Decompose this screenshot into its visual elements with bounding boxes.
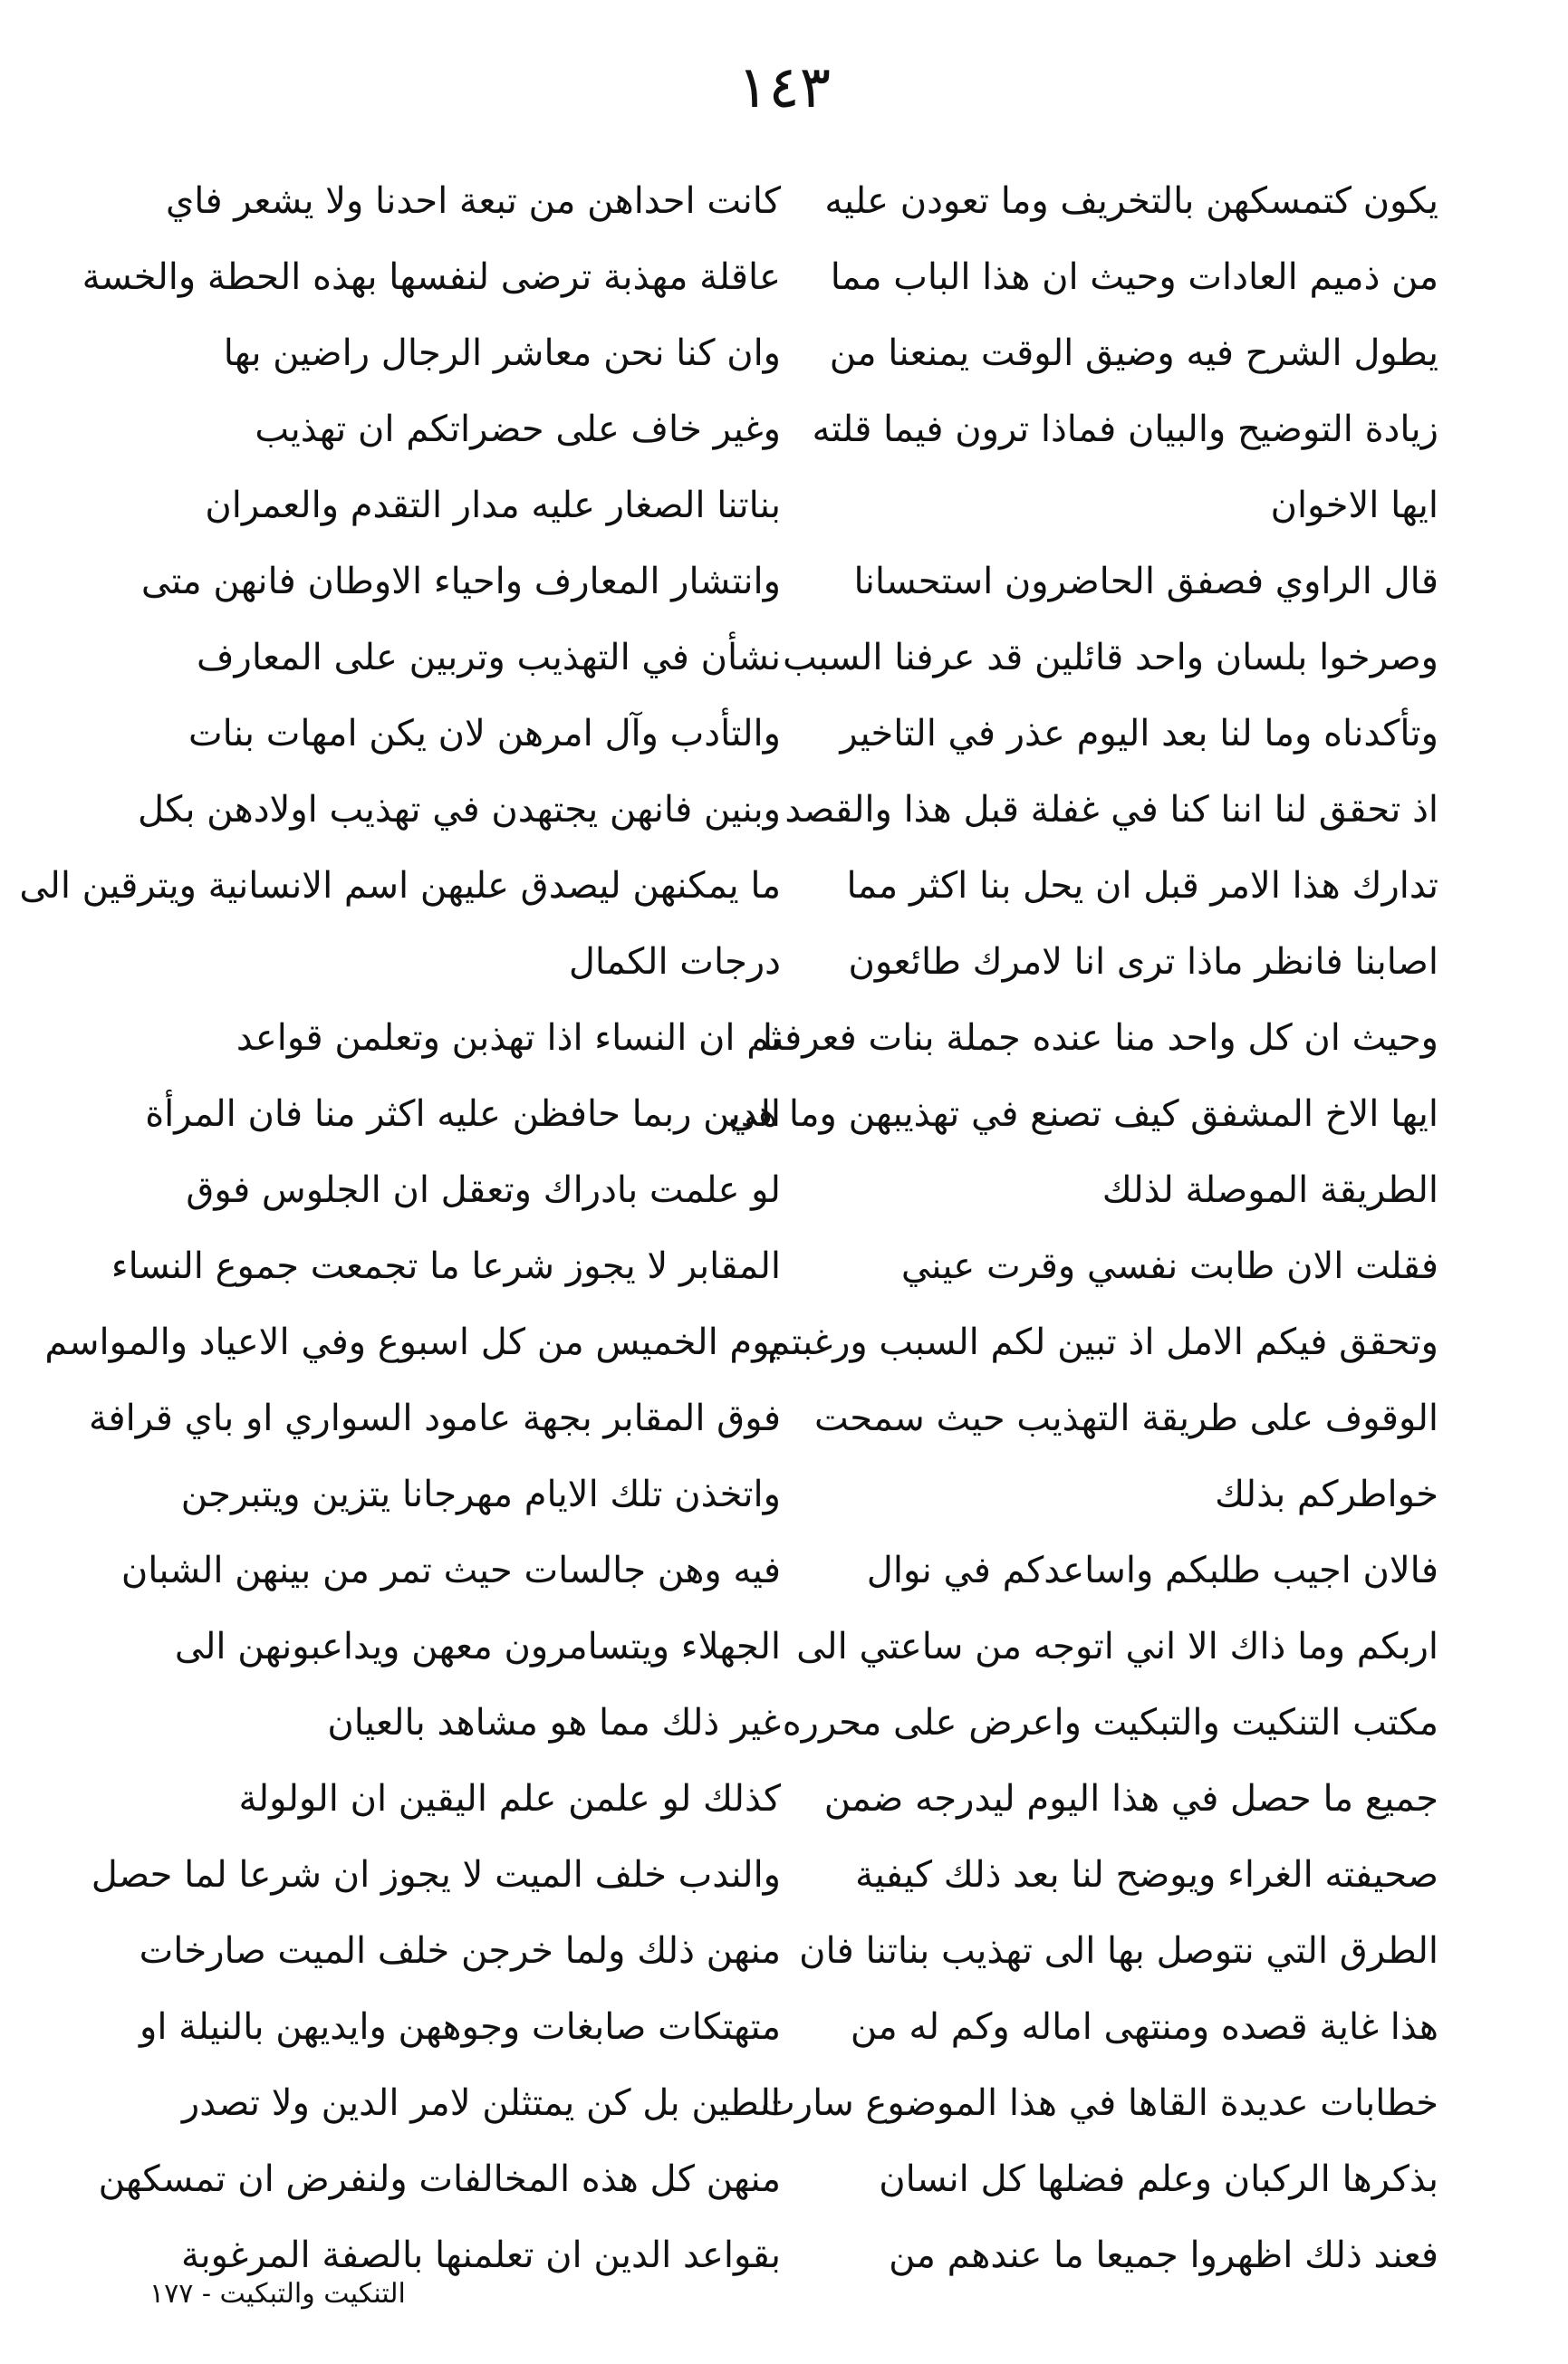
text-line: والندب خلف الميت لا يجوز ان شرعا لما حصل [91, 1854, 781, 1896]
text-line: فقلت الان طابت نفسي وقرت عيني [900, 1245, 1438, 1287]
text-line: ايها الاخوان [1270, 485, 1438, 526]
text-line: بقواعد الدين ان تعلمنها بالصفة المرغوبة [181, 2234, 781, 2276]
text-line: وان كنا نحن معاشر الرجال راضين بها [223, 332, 781, 374]
text-line: وبنين فانهن يجتهدن في تهذيب اولادهن بكل [137, 789, 781, 831]
text-line: ايها الاخ المشفق كيف تصنع في تهذيبهن وما هي [727, 1093, 1438, 1135]
text-line: فالان اجيب طلبكم واساعدكم في نوال [866, 1550, 1438, 1591]
text-line: ما يمكنهن ليصدق عليهن اسم الانسانية ويترقين الى [19, 865, 781, 907]
text-line: منهن ذلك ولما خرجن خلف الميت صارخات [139, 1930, 781, 1972]
text-line: خطابات عديدة القاها في هذا الموضوع سارت [761, 2082, 1438, 2124]
text-line: واتخذن تلك الايام مهرجانا يتزين ويتبرجن [180, 1474, 781, 1515]
text-line: يوم الخميس من كل اسبوع وفي الاعياد والمواسم [44, 1321, 781, 1363]
text-line: الطريقة الموصلة لذلك [1101, 1169, 1438, 1211]
text-line: تدارك هذا الامر قبل ان يحل بنا اكثر مما [846, 865, 1438, 907]
text-line: وغير خاف على حضراتكم ان تهذيب [255, 408, 781, 450]
text-line: قال الراوي فصفق الحاضرون استحسانا [853, 561, 1438, 602]
text-line: من ذميم العادات وحيث ان هذا الباب مما [830, 256, 1438, 298]
text-line: فعند ذلك اظهروا جميعا ما عندهم من [889, 2234, 1438, 2276]
page-number: ١٤٣ [736, 54, 832, 121]
text-line: الجهلاء ويتسامرون معهن ويداعبونهن الى [174, 1626, 781, 1667]
text-line: مكتب التنكيت والتبكيت واعرض على محرره [782, 1702, 1438, 1744]
text-line: درجات الكمال [568, 941, 781, 983]
text-line: عاقلة مهذبة ترضى لنفسها بهذه الحطة والخسة [82, 256, 781, 298]
text-line: فوق المقابر بجهة عامود السواري او باي قرافة [89, 1398, 781, 1439]
text-line: يطول الشرح فيه وضيق الوقت يمنعنا من [829, 332, 1438, 374]
text-line: صحيفته الغراء ويوضح لنا بعد ذلك كيفية [855, 1854, 1438, 1896]
text-line: وتأكدناه وما لنا بعد اليوم عذر في التاخير [840, 713, 1438, 754]
text-line: كانت احداهن من تبعة احدنا ولا يشعر فاي [165, 180, 781, 222]
text-line: فيه وهن جالسات حيث تمر من بينهن الشبان [120, 1550, 781, 1591]
text-columns [19, 163, 1449, 2276]
text-line: متهتكات صابغات وجوههن وايديهن بالنيلة او [139, 2006, 781, 2048]
text-line: منهن كل هذه المخالفات ولنفرض ان تمسكهن [98, 2158, 781, 2200]
text-line: المقابر لا يجوز شرعا ما تجمعت جموع النساء [111, 1245, 781, 1287]
page-footer: التنكيت والتبكيت - ١٧٧ [149, 2278, 406, 2310]
text-line: وحيث ان كل واحد منا عنده جملة بنات فعرفنا [762, 1017, 1438, 1059]
text-line: الطرق التي نتوصل بها الى تهذيب بناتنا فان [799, 1930, 1438, 1972]
text-line: وانتشار المعارف واحياء الاوطان فانهن متى [140, 561, 781, 602]
text-line: زيادة التوضيح والبيان فماذا ترون فيما قلته [812, 408, 1438, 450]
text-line: بذكرها الركبان وعلم فضلها كل انسان [879, 2158, 1438, 2200]
text-line: الدين ربما حافظن عليه اكثر منا فان المرأة [145, 1093, 781, 1135]
text-line: ثم ان النساء اذا تهذبن وتعلمن قواعد [236, 1017, 781, 1059]
text-line: وصرخوا بلسان واحد قائلين قد عرفنا السبب [783, 637, 1438, 678]
text-line: اصابنا فانظر ماذا ترى انا لامرك طائعون [848, 941, 1438, 983]
text-line: الوقوف على طريقة التهذيب حيث سمحت [814, 1398, 1438, 1439]
text-line: اربكم وما ذاك الا اني اتوجه من ساعتي الى [796, 1626, 1438, 1667]
right-column [19, 163, 781, 2276]
text-line: بناتنا الصغار عليه مدار التقدم والعمران [205, 485, 781, 526]
text-line: جميع ما حصل في هذا اليوم ليدرجه ضمن [823, 1778, 1438, 1820]
text-line: لو علمت بادراك وتعقل ان الجلوس فوق [186, 1169, 781, 1211]
text-line: هذا غاية قصده ومنتهى اماله وكم له من [850, 2006, 1438, 2048]
text-line: والتأدب وآل امرهن لان يكن امهات بنات [188, 713, 781, 754]
text-line: وتحقق فيكم الامل اذ تبين لكم السبب ورغبتم [767, 1321, 1438, 1363]
left-column [727, 163, 1449, 2276]
text-line: خواطركم بذلك [1215, 1474, 1438, 1515]
text-line: الطين بل كن يمتثلن لامر الدين ولا تصدر [181, 2082, 781, 2124]
text-line: نشأن في التهذيب وتربين على المعارف [197, 637, 781, 678]
text-line: يكون كتمسكهن بالتخريف وما تعودن عليه [824, 180, 1438, 222]
text-line: غير ذلك مما هو مشاهد بالعيان [327, 1702, 781, 1744]
text-line: كذلك لو علمن علم اليقين ان الولولة [238, 1778, 781, 1820]
text-line: اذ تحقق لنا اننا كنا في غفلة قبل هذا والقصد [784, 789, 1438, 831]
